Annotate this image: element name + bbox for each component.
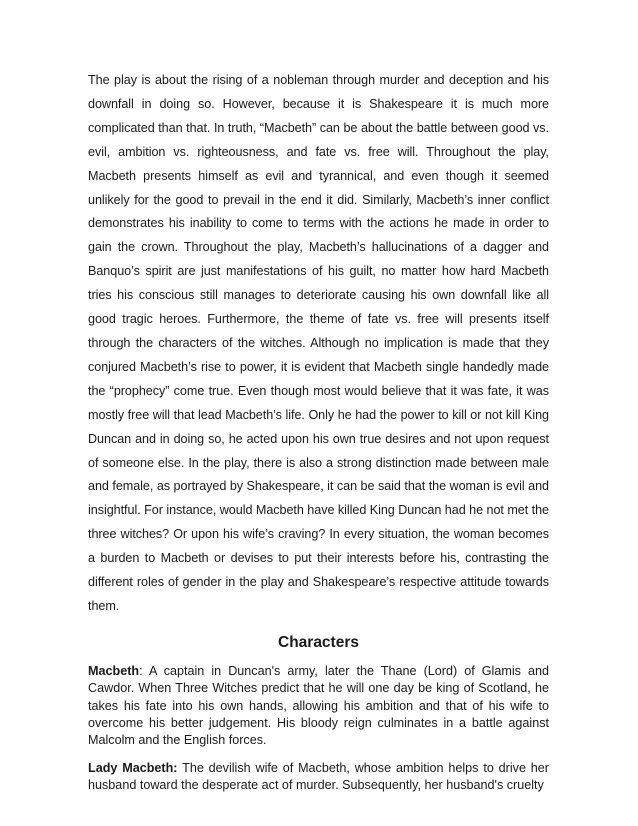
character-entry-lady-macbeth	[88, 760, 549, 795]
characters-heading: Characters	[278, 633, 359, 651]
intro-paragraph: The play is about the rising of a nobleman through murder and deception and his downfall in doing so. However, because it is Shakespeare it is much more complicated than that. In truth, “Macbeth” can be about the battle between good vs. evil, ambition vs. righteousness, and fate vs. free will. Throughout the play, Macbeth presents himself as evil and tyrannical, and even though it seemed unlikely for the good to prevail in the end it did. Similarly, Macbeth’s inner conflict demonstrates his inability to come to terms with the actions he made in order to gain the crown. Throughout the play, Macbeth’s hallucinations of a dagger and Banquo’s spirit are just manifestations of his guilt, no matter how hard Macbeth tries his conscious still manages to deteriorate causing his own downfall like all good tragic heroes. Furthermore, the theme of fate vs. free will presents itself through the characters of the witches. Although no implication is made that they conjured Macbeth’s rise to power, it is evident that Macbeth single handedly made the “prophecy” come true. Even though most would believe that it was fate, it was mostly free will that lead Macbeth’s life. Only he had the power to kill or not kill King Duncan and in doing so, he acted upon his own true desires and not upon request of someone else. In the play, there is also a strong distinction made between male and female, as portrayed by Shakespeare, it can be said that the woman is evil and insightful. For instance, would Macbeth have killed King Duncan had he not met the three witches? Or upon his wife’s craving? In every situation, the woman becomes a burden to Macbeth or devises to put their interests before his, contrasting the different roles of gender in the play and Shakespeare’s respective attitude towards them.	[88, 73, 549, 613]
character-entry-macbeth	[88, 663, 549, 750]
document-page	[88, 69, 549, 795]
character-separator: :	[139, 663, 149, 678]
character-name: Macbeth	[88, 663, 140, 678]
character-description: The devilish wife of Macbeth, whose ambition helps to drive her husband toward the desperate act of murder. Subsequently, her husband's cruelty	[88, 760, 549, 793]
character-description: A captain in Duncan's army, later the Thane (Lord) of Glamis and Cawdor. When Three Witches predict that he will one day be king of Scotland, he takes his fate into his own hands, allowing his ambition and that of his wife to overcome his better judgement. His bloody reign culminates in a battle against Malcolm and the English forces.	[88, 663, 549, 748]
character-name: Lady Macbeth:	[88, 760, 178, 775]
